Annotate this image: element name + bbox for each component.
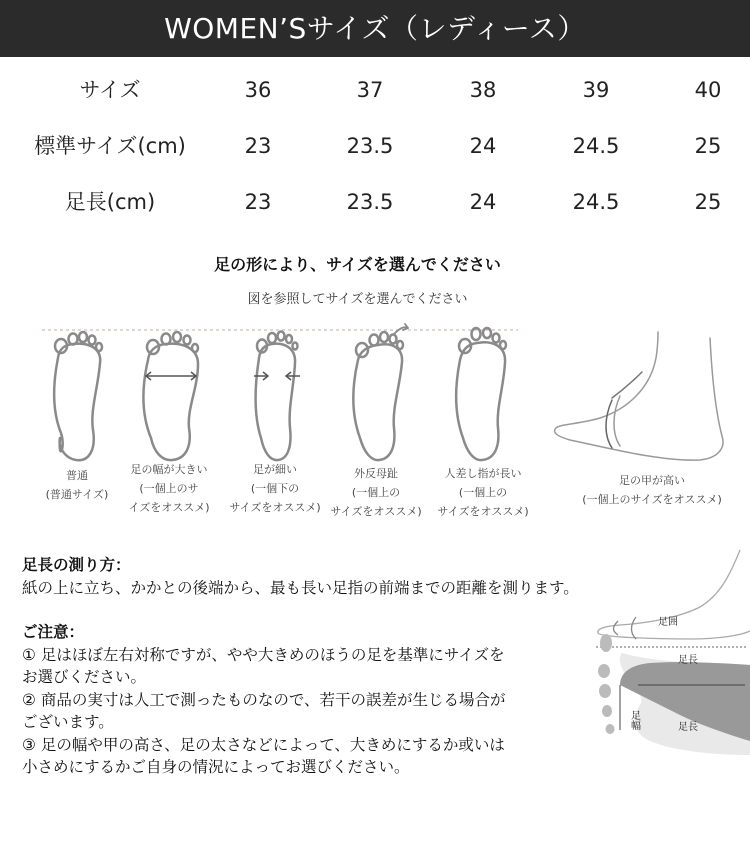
foot-long-toe-icon bbox=[456, 328, 506, 460]
table-row bbox=[0, 70, 750, 110]
table-cell: 38 bbox=[469, 78, 497, 102]
row-label: 足長(cm) bbox=[64, 190, 156, 214]
foot-wide-icon bbox=[143, 332, 198, 460]
foot-type-note: イズをオススメ) bbox=[128, 501, 210, 514]
foot-type-name: 足が細い bbox=[253, 463, 297, 476]
table-cell: 24.5 bbox=[572, 134, 620, 158]
table-cell: 40 bbox=[694, 78, 722, 102]
table-row bbox=[0, 126, 750, 166]
foot-type-caption bbox=[572, 471, 732, 509]
note-line: 小さめにするかご自身の情況によってお選びください。 bbox=[22, 758, 410, 776]
note-line: ございます。 bbox=[22, 713, 114, 731]
foot-type-caption bbox=[114, 460, 224, 517]
table-row bbox=[0, 182, 750, 222]
table-cell: 23 bbox=[244, 190, 272, 214]
foot-type-note: サイズをオススメ) bbox=[330, 505, 422, 518]
foot-measurement-diagram bbox=[590, 545, 750, 760]
length-label-2: 足長 bbox=[678, 722, 698, 733]
girth-label: 足囲 bbox=[658, 617, 678, 628]
width-label: 足幅 bbox=[628, 710, 640, 730]
foot-type-caption bbox=[321, 464, 431, 521]
foot-type-name: 足の幅が大きい bbox=[130, 463, 208, 476]
foot-bunion-icon bbox=[353, 324, 408, 460]
foot-normal-icon bbox=[54, 332, 102, 460]
foot-shape-guide bbox=[0, 318, 750, 528]
table-cell: 39 bbox=[582, 78, 610, 102]
table-cell: 25 bbox=[694, 190, 722, 214]
table-cell: 36 bbox=[244, 78, 272, 102]
page-header bbox=[0, 0, 750, 57]
table-cell: 23.5 bbox=[346, 190, 394, 214]
measurement-notes bbox=[22, 554, 592, 779]
foot-type-note: サイズをオススメ) bbox=[437, 505, 529, 518]
foot-type-note: (一個下の bbox=[250, 482, 300, 495]
foot-measure-illustration bbox=[590, 545, 750, 760]
foot-guide-title: 足の形により、サイズを選んでください bbox=[214, 255, 501, 274]
table-cell: 24 bbox=[469, 190, 497, 214]
foot-slim-icon bbox=[255, 332, 297, 461]
foot-type-name: 外反母趾 bbox=[354, 467, 398, 480]
header-title: WOMEN’Sサイズ（レディース） bbox=[164, 12, 586, 45]
foot-type-caption bbox=[428, 464, 538, 521]
row-label: 標準サイズ(cm) bbox=[34, 134, 186, 158]
foot-high-instep-icon bbox=[555, 332, 723, 460]
note-line: お選びください。 bbox=[22, 668, 147, 686]
note-line: ① 足はほぼ左右対称ですが、やや大きめのほうの足を基準にサイズを bbox=[22, 645, 505, 664]
table-cell: 23 bbox=[244, 134, 272, 158]
table-cell: 24.5 bbox=[572, 190, 620, 214]
notes-heading: ご注意： bbox=[22, 623, 85, 641]
foot-type-note: サイズをオススメ) bbox=[229, 501, 321, 514]
table-cell: 23.5 bbox=[346, 134, 394, 158]
table-cell: 37 bbox=[356, 78, 384, 102]
foot-type-note: (一個上の bbox=[351, 486, 401, 499]
measurement-text: 紙の上に立ち、かかとの後端から、最も長い足指の前端までの距離を測ります。 bbox=[22, 578, 579, 597]
foot-type-name: 人差し指が長い bbox=[444, 467, 522, 480]
foot-type-note: (一個上のサ bbox=[139, 482, 199, 495]
note-line: ② 商品の実寸は人工で測ったものなので、若干の誤差が生じる場合が bbox=[22, 690, 506, 709]
foot-type-note: (一個上の bbox=[458, 486, 508, 499]
table-cell: 25 bbox=[694, 134, 722, 158]
measurement-heading: 足長の測り方： bbox=[22, 556, 131, 574]
foot-type-caption bbox=[220, 460, 330, 517]
row-label: サイズ bbox=[79, 78, 141, 102]
table-cell: 24 bbox=[469, 134, 497, 158]
foot-type-note: (一個上のサイズをオススメ) bbox=[582, 493, 722, 506]
foot-type-note: (普通サイズ) bbox=[45, 488, 109, 501]
foot-type-name: 普通 bbox=[66, 469, 88, 482]
note-line: ③ 足の幅や甲の高さ、足の太さなどによって、大きめにするか或いは bbox=[22, 735, 505, 754]
length-label: 足長 bbox=[678, 655, 698, 666]
foot-type-name: 足の甲が高い bbox=[619, 474, 685, 487]
foot-guide-subtitle: 図を参照してサイズを選んでください bbox=[247, 292, 468, 307]
